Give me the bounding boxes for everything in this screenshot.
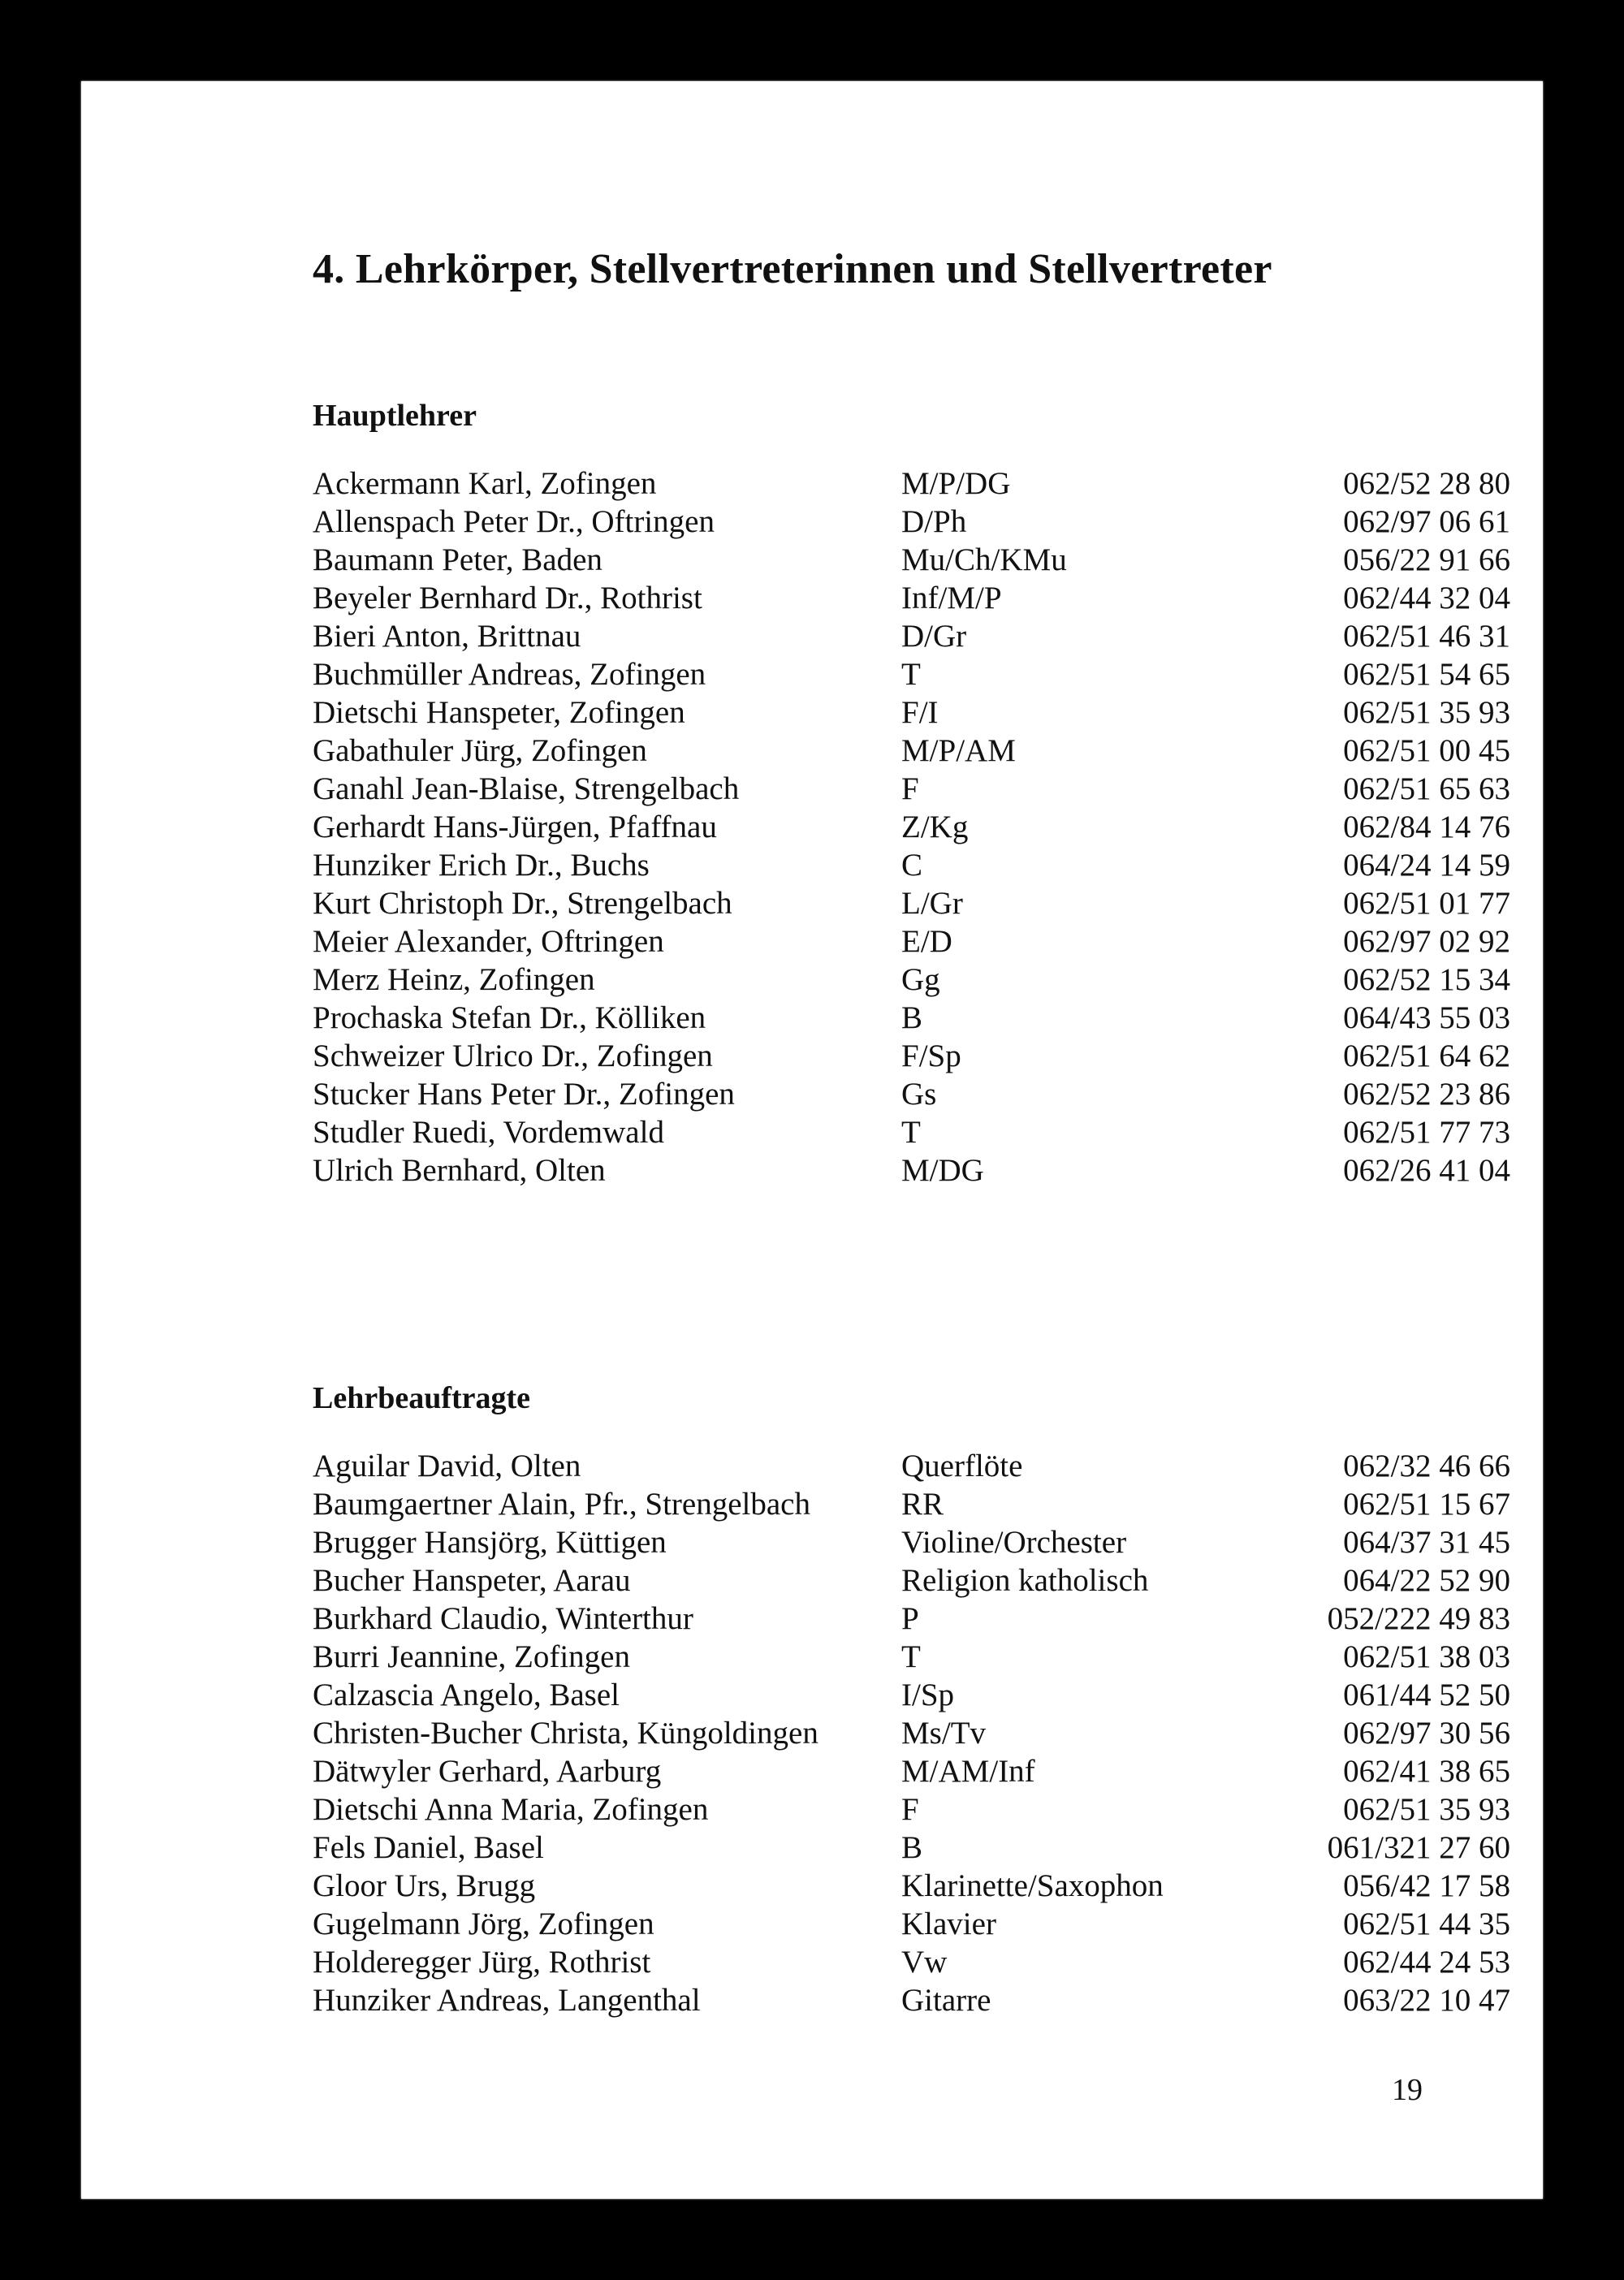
table-row [313,1829,1510,1867]
phone-number: 052/222 49 83 [1327,1601,1510,1636]
table-row [313,503,1510,541]
hauptlehrer-list [313,464,1510,1190]
teacher-name: Burri Jeannine, Zofingen [313,1639,630,1674]
phone-number: 064/22 52 90 [1343,1563,1510,1598]
table-row [313,1638,1510,1676]
teacher-name: Christen-Bucher Christa, Küngoldingen [313,1716,818,1751]
phone-number: 062/97 30 56 [1343,1716,1510,1751]
teacher-name: Dietschi Hanspeter, Zofingen [313,695,685,730]
document-page [81,81,1543,2199]
phone-number: 062/52 23 86 [1343,1077,1510,1112]
subject-code: L/Gr [901,886,963,921]
table-row [313,1561,1510,1600]
subject-code: T [901,1639,921,1674]
section-heading-lehrbeauftragte: Lehrbeauftragte [313,1381,531,1415]
teacher-name: Allenspach Peter Dr., Oftringen [313,504,715,539]
teacher-name: Ganahl Jean-Blaise, Strengelbach [313,771,740,806]
phone-number: 061/44 52 50 [1343,1678,1510,1712]
phone-number: 062/51 44 35 [1343,1906,1510,1941]
teacher-name: Meier Alexander, Oftringen [313,924,664,959]
subject-code: RR [901,1487,944,1522]
subject-code: P [901,1601,919,1636]
subject-code: F [901,771,919,806]
subject-code: E/D [901,924,952,959]
subject-code: Gitarre [901,1983,991,2018]
teacher-name: Bieri Anton, Brittnau [313,619,581,654]
phone-number: 062/52 15 34 [1343,962,1510,997]
phone-number: 062/26 41 04 [1343,1153,1510,1188]
table-row [313,1485,1510,1523]
table-row [313,1943,1510,1981]
subject-code: T [901,1115,921,1150]
subject-code: M/AM/Inf [901,1754,1035,1789]
phone-number: 062/51 01 77 [1343,886,1510,921]
teacher-name: Buchmüller Andreas, Zofingen [313,657,706,692]
page-title: 4. Lehrkörper, Stellvertreterinnen und Stellvertreter [313,246,1272,292]
phone-number: 064/43 55 03 [1343,1000,1510,1035]
subject-code: Klavier [901,1906,996,1941]
phone-number: 062/51 35 93 [1343,695,1510,730]
table-row [313,808,1510,846]
subject-code: B [901,1000,923,1035]
table-row [313,617,1510,655]
teacher-name: Gerhardt Hans-Jürgen, Pfaffnau [313,810,717,844]
phone-number: 062/51 15 67 [1343,1487,1510,1522]
teacher-name: Fels Daniel, Basel [313,1830,544,1865]
phone-number: 056/42 17 58 [1343,1868,1510,1903]
subject-code: Religion katholisch [901,1563,1149,1598]
subject-code: Gs [901,1077,937,1112]
subject-code: C [901,848,923,883]
lehrbeauftragte-list [313,1447,1510,2019]
phone-number: 062/41 38 65 [1343,1754,1510,1789]
table-row [313,732,1510,770]
table-row [313,1600,1510,1638]
table-row [313,541,1510,579]
phone-number: 056/22 91 66 [1343,542,1510,577]
teacher-name: Hunziker Andreas, Langenthal [313,1983,701,2018]
table-row [313,1523,1510,1561]
table-row [313,1075,1510,1113]
teacher-name: Ulrich Bernhard, Olten [313,1153,606,1188]
table-row [313,579,1510,617]
subject-code: Violine/Orchester [901,1525,1127,1560]
subject-code: D/Gr [901,619,967,654]
subject-code: Vw [901,1945,948,1980]
subject-code: D/Ph [901,504,967,539]
subject-code: M/P/DG [901,466,1011,501]
teacher-name: Brugger Hansjörg, Küttigen [313,1525,667,1560]
phone-number: 062/51 46 31 [1343,619,1510,654]
table-row [313,846,1510,884]
phone-number: 062/51 00 45 [1343,733,1510,768]
phone-number: 062/84 14 76 [1343,810,1510,844]
table-row [313,999,1510,1037]
teacher-name: Stucker Hans Peter Dr., Zofingen [313,1077,735,1112]
teacher-name: Schweizer Ulrico Dr., Zofingen [313,1039,713,1073]
teacher-name: Burkhard Claudio, Winterthur [313,1601,693,1636]
subject-code: Ms/Tv [901,1716,987,1751]
subject-code: M/DG [901,1153,984,1188]
phone-number: 063/22 10 47 [1343,1983,1510,2018]
phone-number: 062/51 38 03 [1343,1639,1510,1674]
table-row [313,1113,1510,1151]
table-row [313,770,1510,808]
phone-number: 062/32 46 66 [1343,1449,1510,1483]
subject-code: Inf/M/P [901,581,1002,615]
table-row [313,922,1510,961]
table-row [313,961,1510,999]
phone-number: 062/51 77 73 [1343,1115,1510,1150]
subject-code: Querflöte [901,1449,1023,1483]
phone-number: 062/51 54 65 [1343,657,1510,692]
teacher-name: Beyeler Bernhard Dr., Rothrist [313,581,702,615]
teacher-name: Kurt Christoph Dr., Strengelbach [313,886,732,921]
table-row [313,1867,1510,1905]
teacher-name: Aguilar David, Olten [313,1449,581,1483]
teacher-name: Dätwyler Gerhard, Aarburg [313,1754,662,1789]
teacher-name: Ackermann Karl, Zofingen [313,466,657,501]
teacher-name: Calzascia Angelo, Basel [313,1678,620,1712]
section-heading-hauptlehrer: Hauptlehrer [313,399,477,433]
subject-code: I/Sp [901,1678,955,1712]
phone-number: 064/24 14 59 [1343,848,1510,883]
teacher-name: Hunziker Erich Dr., Buchs [313,848,650,883]
subject-code: F/Sp [901,1039,961,1073]
phone-number: 062/97 06 61 [1343,504,1510,539]
table-row [313,1676,1510,1714]
phone-number: 062/97 02 92 [1343,924,1510,959]
table-row [313,1151,1510,1190]
teacher-name: Gabathuler Jürg, Zofingen [313,733,647,768]
table-row [313,884,1510,922]
table-row [313,1981,1510,2019]
phone-number: 062/44 24 53 [1343,1945,1510,1980]
table-row [313,655,1510,693]
table-row [313,1447,1510,1485]
table-row [313,1790,1510,1829]
teacher-name: Gloor Urs, Brugg [313,1868,536,1903]
phone-number: 062/52 28 80 [1343,466,1510,501]
subject-code: M/P/AM [901,733,1016,768]
subject-code: Gg [901,962,940,997]
phone-number: 062/51 65 63 [1343,771,1510,806]
teacher-name: Holderegger Jürg, Rothrist [313,1945,651,1980]
table-row [313,464,1510,503]
table-row [313,1752,1510,1790]
subject-code: Mu/Ch/KMu [901,542,1067,577]
teacher-name: Gugelmann Jörg, Zofingen [313,1906,654,1941]
page-number: 19 [1392,2073,1423,2107]
table-row [313,1037,1510,1075]
teacher-name: Studler Ruedi, Vordemwald [313,1115,664,1150]
phone-number: 062/44 32 04 [1343,581,1510,615]
phone-number: 061/321 27 60 [1327,1830,1510,1865]
teacher-name: Bucher Hanspeter, Aarau [313,1563,631,1598]
table-row [313,1905,1510,1943]
subject-code: T [901,657,921,692]
teacher-name: Merz Heinz, Zofingen [313,962,595,997]
subject-code: B [901,1830,923,1865]
table-row [313,693,1510,732]
subject-code: F [901,1792,919,1827]
teacher-name: Baumann Peter, Baden [313,542,603,577]
teacher-name: Prochaska Stefan Dr., Kölliken [313,1000,706,1035]
subject-code: F/I [901,695,939,730]
table-row [313,1714,1510,1752]
subject-code: Z/Kg [901,810,969,844]
phone-number: 062/51 64 62 [1343,1039,1510,1073]
subject-code: Klarinette/Saxophon [901,1868,1164,1903]
phone-number: 064/37 31 45 [1343,1525,1510,1560]
teacher-name: Baumgaertner Alain, Pfr., Strengelbach [313,1487,810,1522]
phone-number: 062/51 35 93 [1343,1792,1510,1827]
teacher-name: Dietschi Anna Maria, Zofingen [313,1792,709,1827]
